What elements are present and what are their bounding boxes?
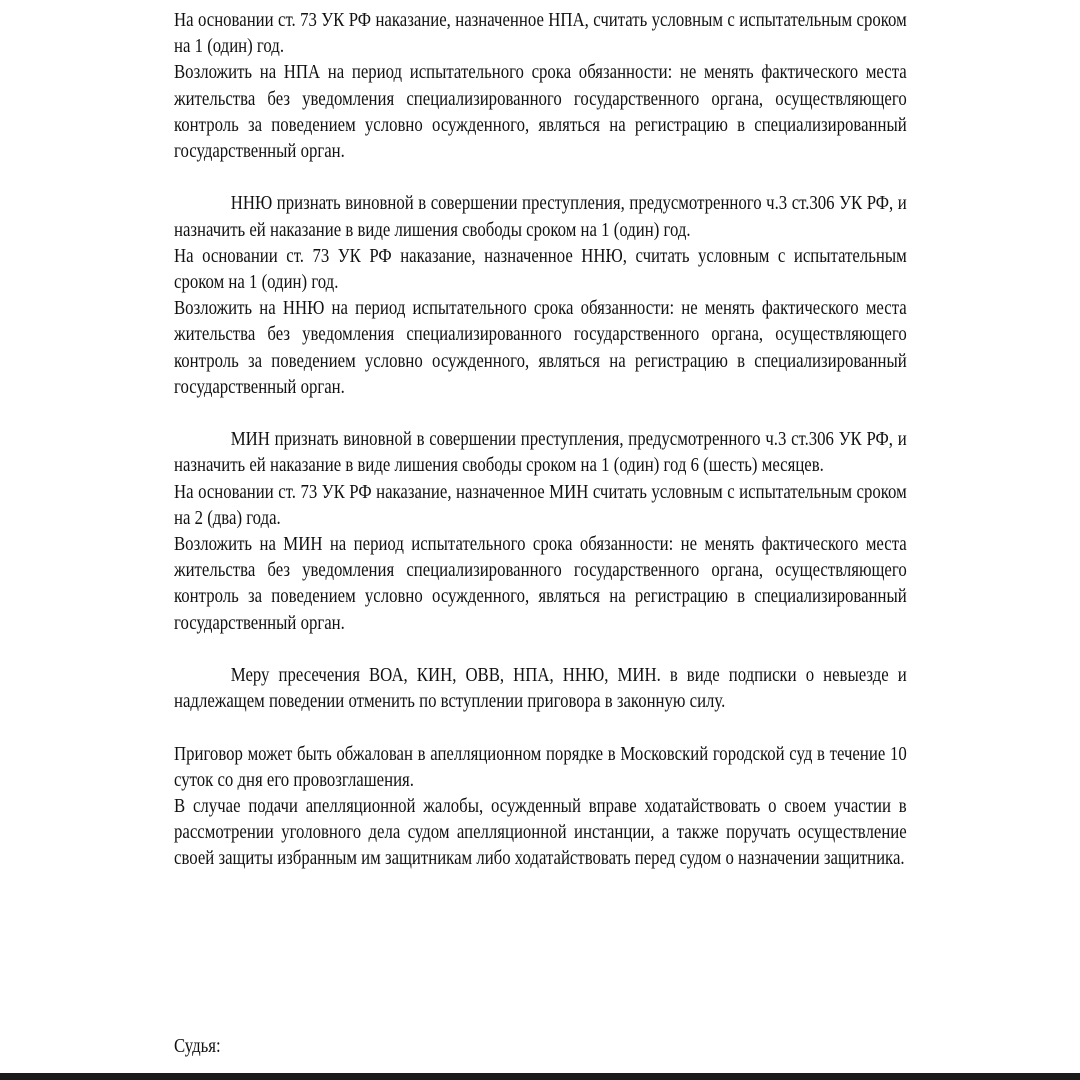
paragraph-npa-duties: Возложить на НПА на период испытательного срока обязанности: не менять фактического места жительства без уведомления специализированного государственного органа, осуществляющего контроль за поведением условно осужденного, являться на регистрацию в специализированный государственный орган. [174,62,907,163]
judge-signature-label: Судья: [174,1036,221,1057]
paragraph-gap [174,165,907,191]
paragraph-min-guilty: МИН признать виновной в совершении преступления, предусмотренного ч.3 ст.306 УК РФ, и назначить ей наказание в виде лишения свободы сроком на 1 (один) год 6 (шесть) месяцев. [174,429,907,477]
verdict-text [174,8,907,873]
paragraph-min-duties: Возложить на МИН на период испытательного срока обязанности: не менять фактического места жительства без уведомления специализированного государственного органа, осуществляющего контроль за поведением условно осужденного, являться на регистрацию в специализированный государственный орган. [174,534,907,634]
paragraph-min-probation: На основании ст. 73 УК РФ наказание, назначенное МИН считать условным с испытательным сроком на 2 (два) года. [174,481,907,529]
paragraph-appeal: Приговор может быть обжалован в апелляционном порядке в Московский городской суд в течение 10 суток со дня его провозглашения. [174,743,907,791]
paragraph-gap [174,401,907,427]
paragraph-nnyu-probation: На основании ст. 73 УК РФ наказание, назначенное ННЮ, считать условным с испытательным сроком на 1 (один) год. [174,245,907,294]
paragraph-preventive-measure: Меру пресечения ВОА, КИН, ОВВ, НПА, ННЮ, МИН. в виде подписки о невыезде и надлежащем поведении отменить по вступлении приговора в законную силу. [174,665,907,713]
paragraph-gap [174,715,907,741]
paragraph-gap [174,637,907,663]
paragraph-npa-probation: На основании ст. 73 УК РФ наказание, назначенное НПА, считать условным с испытательным сроком на 1 (один) год. [174,10,907,58]
paragraph-nnyu-guilty: ННЮ признать виновной в совершении преступления, предусмотренного ч.3 ст.306 УК РФ, и назначить ей наказание в виде лишения свободы сроком на 1 (один) год. [174,193,907,241]
bottom-border [0,1073,1080,1080]
paragraph-nnyu-duties: Возложить на ННЮ на период испытательного срока обязанности: не менять фактического места жительства без уведомления специализированного государственного органа, осуществляющего контроль за поведением условно осужденного, являться на регистрацию в специализированный государственный орган. [174,298,907,398]
paragraph-appeal-participation: В случае подачи апелляционной жалобы, осужденный вправе ходатайствовать о своем участии в рассмотрении уголовного дела судом апелляционной инстанции, а также поручать осуществление своей защиты избранным им защитникам либо ходатайствовать перед судом о назначении защитника. [174,796,907,870]
